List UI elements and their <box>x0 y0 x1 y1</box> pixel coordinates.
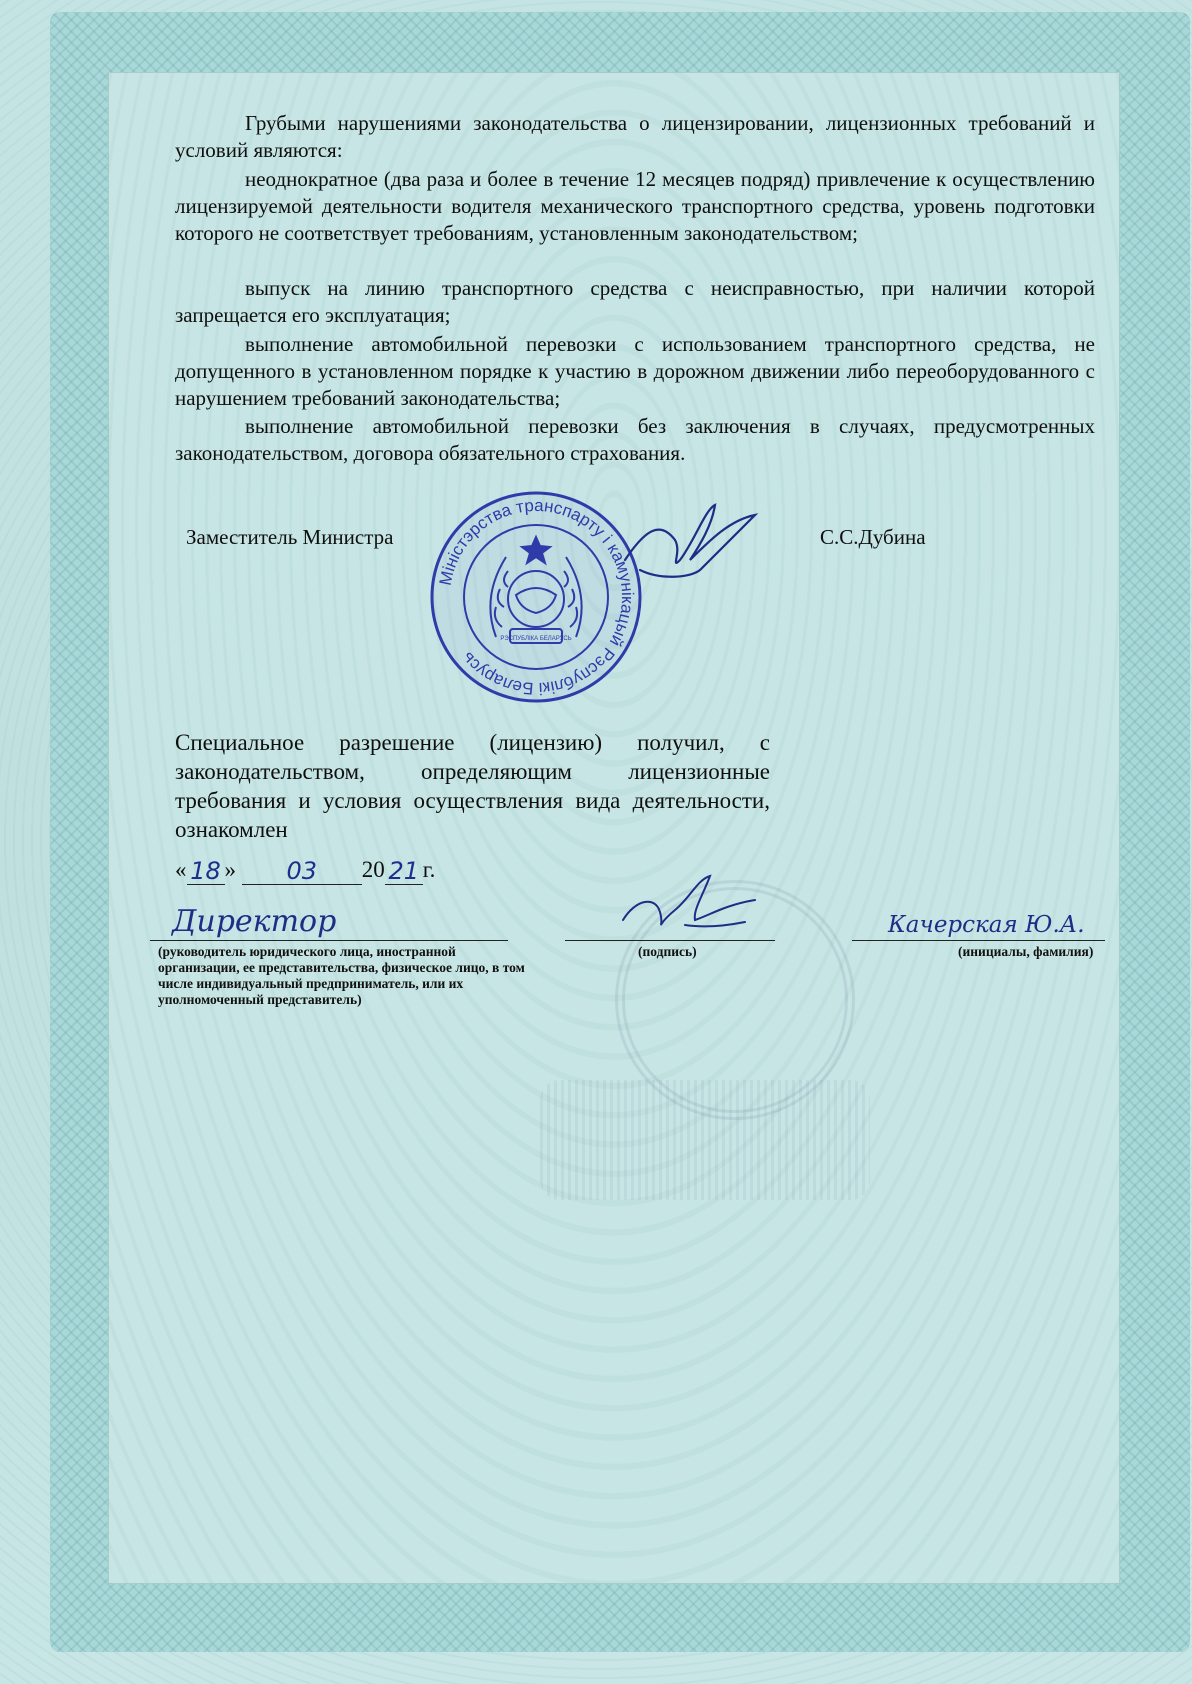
name-caption: (инициалы, фамилия) <box>958 944 1094 959</box>
date-month: 03 <box>242 857 362 885</box>
holder-signature <box>615 870 765 942</box>
official-position: Заместитель Министра <box>186 525 394 549</box>
background-watermark-text <box>540 1080 870 1200</box>
emblem-ribbon-text: РЭСПУБЛІКА БЕЛАРУСЬ <box>500 636 572 642</box>
date-year-prefix: 20 <box>361 857 385 882</box>
stamp-ring-text: Міністэрства транспарту і камунікацый Рэспублікі Беларусь <box>435 495 638 699</box>
date-close-quote: » <box>224 857 236 882</box>
signature-caption: (подпись) <box>638 944 697 959</box>
official-name: С.С.Дубина <box>820 525 926 549</box>
violation-item: выполнение автомобильной перевозки без заключения в случаях, предусмотренных законодательством, договора обязательного страхования. <box>175 414 1095 465</box>
receipt-date <box>175 857 435 887</box>
official-signature <box>620 500 760 600</box>
name-line <box>852 910 1105 941</box>
date-year-suffix: 21 <box>385 857 423 885</box>
name-handwritten: Качерская Ю.А. <box>888 912 1085 938</box>
violation-item: выполнение автомобильной перевозки с использованием транспортного средства, не допущенного в установленном порядке к участию в дорожном движении либо переоборудованного с нарушением требований законодательства; <box>175 332 1095 410</box>
ministry-stamp <box>426 487 646 707</box>
position-caption: (руководитель юридического лица, иностранной организации, ее представительства, физическое лицо, в том числе индивидуальный предприниматель, или их уполномоченный представитель) <box>158 944 525 1007</box>
date-year-mark: г. <box>422 857 436 882</box>
position-handwritten: Директор <box>172 904 337 939</box>
violation-item: неоднократное (два раза и более в течение 12 месяцев подряд) привлечение к осуществлению лицензируемой деятельности водителя механического транспортного средства, уровень подготовки которого не соответствует требованиям, установленным законодательством; <box>175 167 1095 245</box>
violation-item: выпуск на линию транспортного средства с неисправностью, при наличии которой запрещается его эксплуатация; <box>175 276 1095 327</box>
receipt-statement: Специальное разрешение (лицензию) получил, с законодательством, определяющим лицензионные требования и условия осуществления вида деятельности, ознакомлен <box>175 730 770 842</box>
intro-paragraph: Грубыми нарушениями законодательства о лицензировании, лицензионных требований и условий являются: <box>175 111 1095 162</box>
date-day: 18 <box>187 857 225 885</box>
date-open-quote: « <box>175 857 187 882</box>
position-line <box>150 904 508 941</box>
